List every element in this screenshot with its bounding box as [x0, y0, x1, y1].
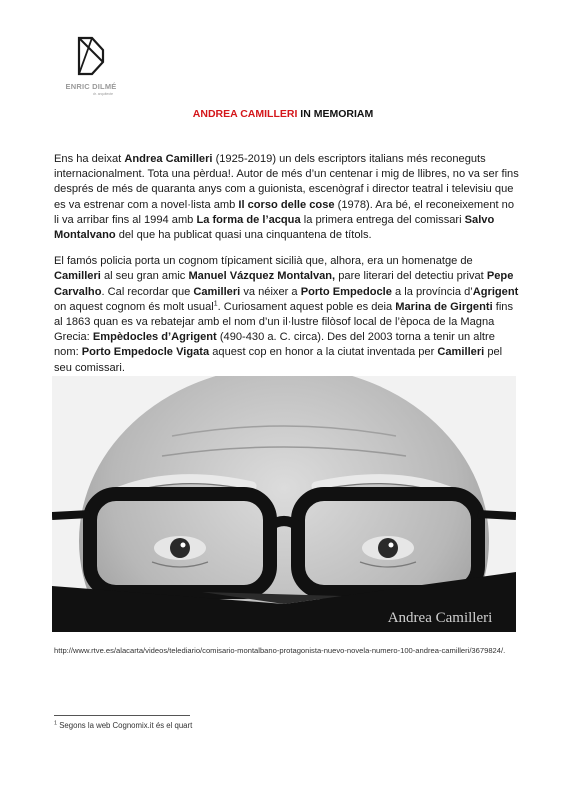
text-run: (490-430 a. C. circa). Des del 2003 torna a tenir un altre nom: [54, 331, 495, 359]
logo-subtitle: dr. arquitecte [92, 92, 114, 96]
text-run: . Curiosament aquest poble es deia [217, 300, 396, 313]
book-caption: Andrea Camilleri [387, 610, 493, 626]
text-run: al seu gran amic [100, 270, 189, 283]
text-run: fins al 1863 quan es va rebatejar amb el nom d’un il·lustre filòsof local de l’època de la Magna Grecia: [54, 300, 514, 344]
bold-run: Empèdocles d’Agrigent [92, 331, 217, 344]
text-run: pel seu comissari. [54, 346, 503, 374]
bold-run: Il corso delle cose [238, 198, 335, 211]
bold-run: Porto Empedocle [300, 285, 392, 298]
footnote-number: 1 [54, 720, 58, 727]
paragraph-2 [54, 254, 520, 376]
text-run: del que ha publicat quasi una cinquantena de títols. [115, 229, 372, 242]
source-url[interactable]: http://www.rtve.es/alacarta/videos/telediario/comisario-montalbano-protagonista-nuevo-novela-numero-100-andrea-camilleri/3679824/. [54, 646, 506, 655]
bold-run: Porto Empedocle Vigata [81, 346, 210, 359]
footnote-divider [54, 715, 190, 716]
portrait-illustration [52, 376, 516, 632]
text-run: pare literari del detectiu privat [335, 270, 487, 283]
bold-run: La forma de l’acqua [196, 213, 301, 226]
bold-run: Agrigent [472, 285, 519, 298]
text-run: El famós policia porta un cognom típicament sicilià que, alhora, era un homenatge de [54, 255, 473, 268]
title-rest: IN MEMORIAM [297, 108, 374, 120]
bold-run: Andrea Camilleri [124, 153, 213, 165]
bold-run: Salvo Montalvano [54, 213, 495, 242]
logo-name: ENRIC DILMÉ [65, 82, 117, 91]
text-run: aquest cop en honor a la ciutat inventada per [209, 346, 438, 359]
text-run: . Cal recordar que [101, 285, 194, 298]
text-run: a la província d’ [391, 285, 473, 298]
logo [60, 36, 122, 96]
bold-run: Marina de Girgenti [395, 300, 493, 313]
text-run: Ens ha deixat [54, 153, 125, 165]
text-run: va néixer a [240, 285, 301, 298]
logo-mark-icon [76, 36, 106, 76]
bold-run: Camilleri [437, 346, 485, 359]
bold-run: Camilleri [193, 285, 241, 298]
text-run: (1978). Ara bé, el reconeixement no li va arribar fins al 1994 amb [54, 198, 515, 226]
footnote [54, 721, 192, 730]
text-run: la primera entrega del comissari [300, 213, 465, 226]
paragraph-1 [54, 152, 520, 243]
footnote-ref: 1 [213, 300, 218, 308]
footnote-text: Segons la web Cognomix.it és el quart [57, 721, 193, 730]
portrait-photo [52, 376, 516, 632]
bold-run: Pepe Carvalho [54, 270, 514, 298]
text-run: (1925-2019) un dels escriptors italians més reconeguts internacionalment. Tota una pèrdua!. Autor de més d’un centenar i mig de llibres, no va ser fins després de més de quaranta anys com a guionista, escenògraf i director teatral i televisiu que es va estrenar com a novel·lista amb [54, 153, 519, 211]
bold-run: Camilleri [54, 270, 101, 283]
page-title [0, 108, 566, 120]
text-run: on aquest cognom és molt usual [54, 300, 214, 313]
article-body [54, 152, 520, 387]
bold-run: Manuel Vázquez Montalvan, [188, 270, 336, 283]
title-highlight: ANDREA CAMILLERI [192, 108, 298, 120]
